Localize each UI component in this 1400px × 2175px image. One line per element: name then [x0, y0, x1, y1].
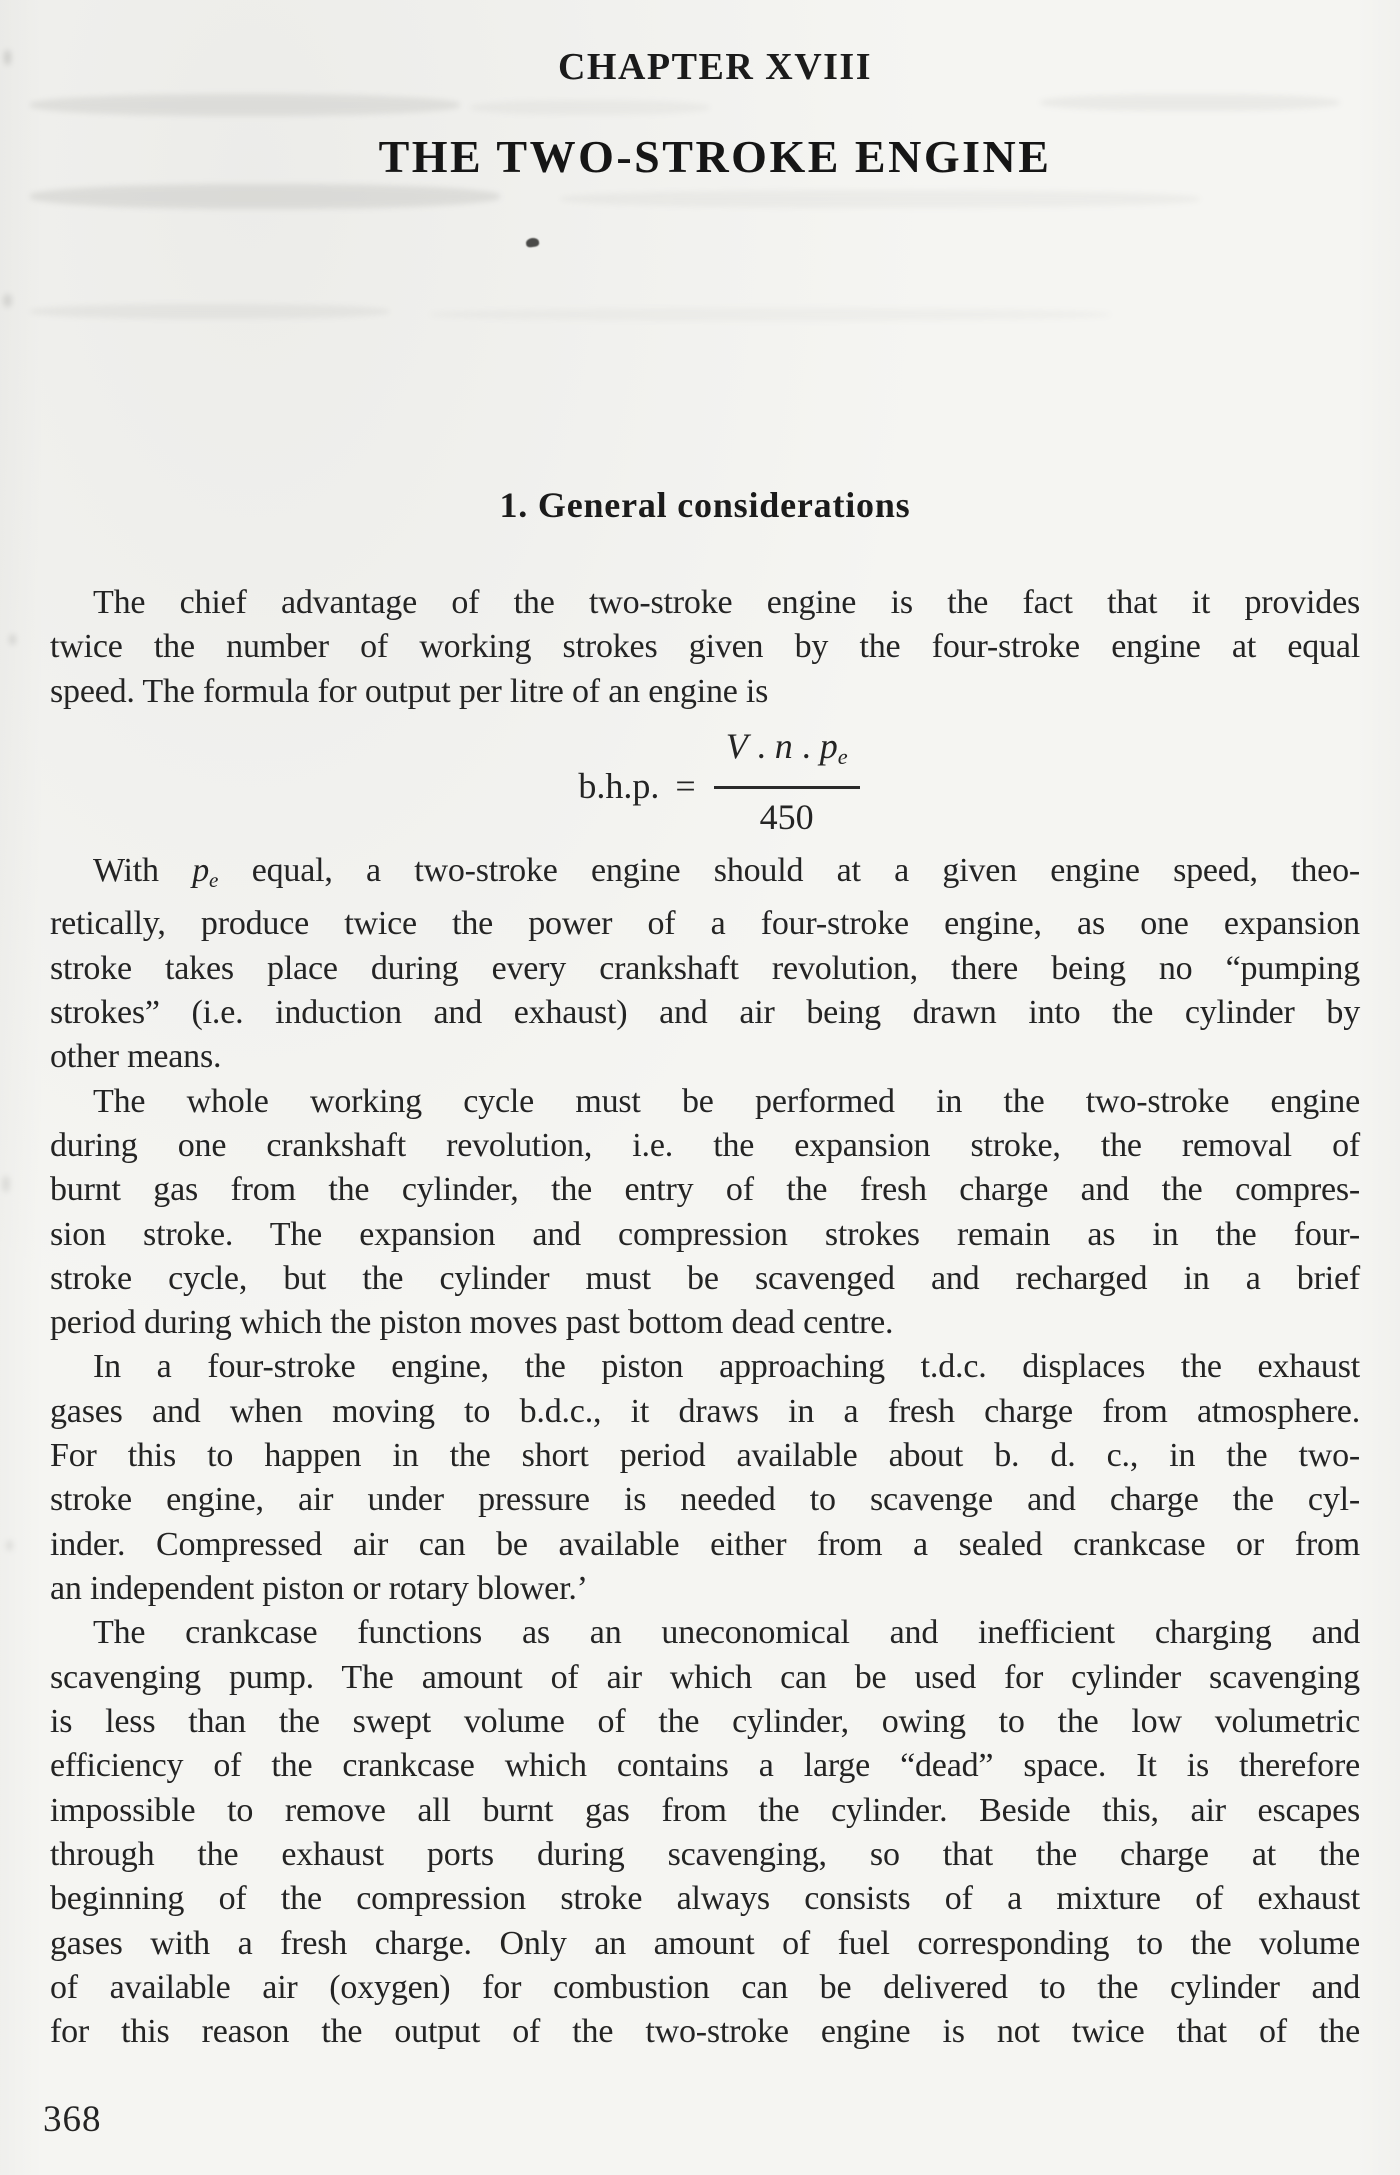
page-number: 368 — [43, 2099, 102, 2140]
scan-smudge — [3, 294, 12, 307]
scan-smudge — [1040, 94, 1340, 111]
text-line: an independent piston or rotary blower.’ — [50, 1570, 588, 1608]
fraction — [714, 724, 860, 840]
page-title: THE TWO-STROKE ENGINE — [378, 131, 1052, 182]
text-line: stroke takes place during every crankshaft revolution, there being no “pumping — [50, 949, 1360, 987]
scan-smudge — [560, 190, 1200, 208]
text-line: gases and when moving to b.d.c., it draws in a fresh charge from atmosphere. — [50, 1392, 1360, 1430]
scan-smudge — [30, 184, 500, 209]
scan-smudge — [470, 100, 710, 115]
scan-smudge — [430, 308, 1110, 321]
text-line: scavenging pump. The amount of air which can be used for cylinder scavenging — [50, 1658, 1360, 1696]
scan-smudge — [9, 634, 16, 645]
text-line: In a four-stroke engine, the piston approaching t.d.c. displaces the exhaust — [93, 1348, 1360, 1386]
text-line: during one crankshaft revolution, i.e. the expansion stroke, the removal of — [50, 1126, 1360, 1164]
bhp-formula — [578, 724, 859, 840]
text-line: sion stroke. The expansion and compression strokes remain as in the four- — [50, 1215, 1360, 1253]
formula-denominator: 450 — [759, 797, 814, 838]
scan-smudge — [30, 94, 460, 116]
text-line: of available air (oxygen) for combustion can be delivered to the cylinder and — [50, 1969, 1360, 2007]
scan-smudge — [30, 304, 390, 319]
text-line: The chief advantage of the two-stroke engine is the fact that it provides — [93, 584, 1360, 621]
text-line: efficiency of the crankcase which contains a large “dead” space. It is therefore — [50, 1747, 1360, 1785]
text-line: With $p_e$ equal, a two-stroke engine should at a given engine speed, theo- — [93, 851, 1360, 892]
formula-lhs: b.h.p. — [578, 766, 660, 807]
text-line: retically, produce twice the power of a four-stroke engine, as one expansion — [50, 905, 1360, 943]
text-line: is less than the swept volume of the cylinder, owing to the low volumetric — [50, 1703, 1360, 1741]
text-line: strokes” (i.e. induction and exhaust) and air being drawn into the cylinder by — [50, 993, 1360, 1031]
text-line: stroke engine, air under pressure is needed to scavenge and charge the cyl- — [50, 1481, 1360, 1519]
text-line: The crankcase functions as an uneconomical and inefficient charging and — [93, 1614, 1360, 1652]
scan-smudge — [4, 50, 11, 65]
section-heading: 1. General considerations — [499, 485, 911, 525]
ink-blot — [525, 237, 539, 248]
text-line: period during which the piston moves past bottom dead centre. — [50, 1304, 894, 1342]
body-text — [50, 581, 1360, 2055]
equals-sign: = — [675, 766, 696, 807]
formula-block — [64, 714, 1374, 849]
text-line: inder. Compressed air can be available either from a sealed crankcase or from — [50, 1525, 1360, 1563]
text-line: For this to happen in the short period available about b. d. c., in the two- — [50, 1437, 1360, 1475]
text-line: beginning of the compression stroke always consists of a mixture of exhaust — [50, 1880, 1360, 1918]
text-line: stroke cycle, but the cylinder must be scavenged and recharged in a brief — [50, 1259, 1360, 1297]
text-line: twice the number of working strokes given by the four-stroke engine at equal — [50, 628, 1360, 666]
text-line: speed. The formula for output per litre of an engine is — [50, 672, 769, 710]
text-line: other means. — [50, 1038, 222, 1076]
text-line: for this reason the output of the two-stroke engine is not twice that of the — [50, 2013, 1360, 2051]
text-line: impossible to remove all burnt gas from the cylinder. Beside this, air escapes — [50, 1791, 1360, 1829]
text-line: gases with a fresh charge. Only an amount of fuel corresponding to the volume — [50, 1924, 1360, 1962]
text-line: The whole working cycle must be performed in the two-stroke engine — [93, 1082, 1360, 1120]
scan-smudge — [6, 1540, 13, 1551]
chapter-heading: CHAPTER XVIII — [557, 46, 873, 88]
scan-smudge — [2, 1176, 10, 1192]
formula-numerator: V . n . $p_e$ — [725, 725, 848, 769]
text-line: through the exhaust ports during scavenging, so that the charge at the — [50, 1836, 1360, 1874]
text-line: burnt gas from the cylinder, the entry of the fresh charge and the compres- — [50, 1171, 1360, 1209]
